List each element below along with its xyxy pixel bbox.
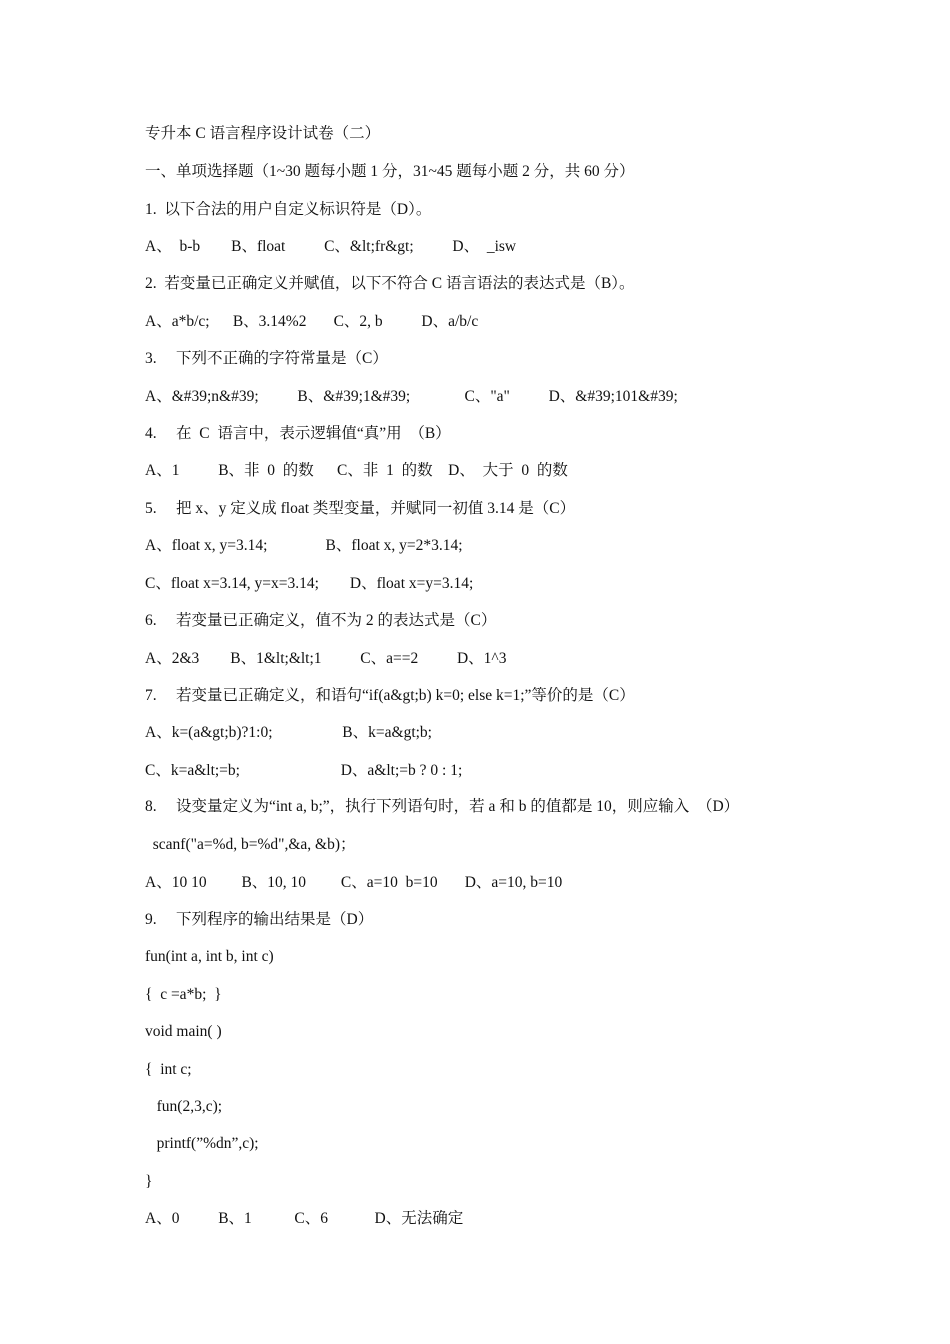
question-6-options: A、2&3 B、1&lt;&lt;1 C、a==2 D、1^3 xyxy=(145,650,507,667)
question-5-options-cd: C、float x=3.14, y=x=3.14; D、float x=y=3.14; xyxy=(145,575,474,592)
question-4-options: A、1 B、非 0 的数 C、非 1 的数 D、 大于 0 的数 xyxy=(145,462,568,479)
code-line: printf(”%dn”,c); xyxy=(145,1135,259,1152)
question-1: 1. 以下合法的用户自定义标识符是（D）。 xyxy=(145,201,432,218)
section-heading: 一、单项选择题（1~30 题每小题 1 分，31~45 题每小题 2 分，共 60 分） xyxy=(145,163,635,180)
code-line: } xyxy=(145,1173,153,1190)
question-8: 8. 设变量定义为“int a, b;”，执行下列语句时，若 a 和 b 的值都是 10，则应输入 （D） xyxy=(145,798,740,815)
code-line: { int c; xyxy=(145,1061,192,1078)
question-5-options-ab: A、float x, y=3.14; B、float x, y=2*3.14; xyxy=(145,537,463,554)
paper-title: 专升本 C 语言程序设计试卷（二） xyxy=(145,125,381,142)
code-line: void main( ) xyxy=(145,1023,222,1040)
code-line: fun(int a, int b, int c) xyxy=(145,948,274,965)
question-6: 6. 若变量已正确定义，值不为 2 的表达式是（C） xyxy=(145,612,497,629)
question-2: 2. 若变量已正确定义并赋值，以下不符合 C 语言语法的表达式是（B）。 xyxy=(145,275,635,292)
question-4: 4. 在 C 语言中，表示逻辑值“真”用 （B） xyxy=(145,425,451,442)
code-line: { c =a*b; } xyxy=(145,986,222,1003)
code-line: fun(2,3,c); xyxy=(145,1098,223,1115)
question-9-options: A、0 B、1 C、6 D、无法确定 xyxy=(145,1210,464,1227)
question-2-options: A、a*b/c; B、3.14%2 C、2, b D、a/b/c xyxy=(145,313,479,330)
question-9: 9. 下列程序的输出结果是（D） xyxy=(145,911,374,928)
question-8-options: A、10 10 B、10, 10 C、a=10 b=10 D、a=10, b=10 xyxy=(145,874,563,891)
question-7-options-ab: A、k=(a&gt;b)?1:0; B、k=a&gt;b; xyxy=(145,724,432,741)
question-5: 5. 把 x、y 定义成 float 类型变量，并赋同一初值 3.14 是（C） xyxy=(145,500,576,517)
question-1-options: A、 b-b B、float C、&lt;fr&gt; D、 _isw xyxy=(145,238,517,255)
question-3-options: A、&#39;n&#39; B、&#39;1&#39; C、"a" D、&#39;101&#39; xyxy=(145,388,678,405)
question-8-code: scanf("a=%d, b=%d",&a, &b)； xyxy=(145,836,356,853)
question-3: 3. 下列不正确的字符常量是（C） xyxy=(145,350,388,367)
question-7: 7. 若变量已正确定义，和语句“if(a&gt;b) k=0; else k=1;”等价的是（C） xyxy=(145,687,635,704)
question-7-options-cd: C、k=a&lt;=b; D、a&lt;=b ? 0 : 1; xyxy=(145,762,463,779)
